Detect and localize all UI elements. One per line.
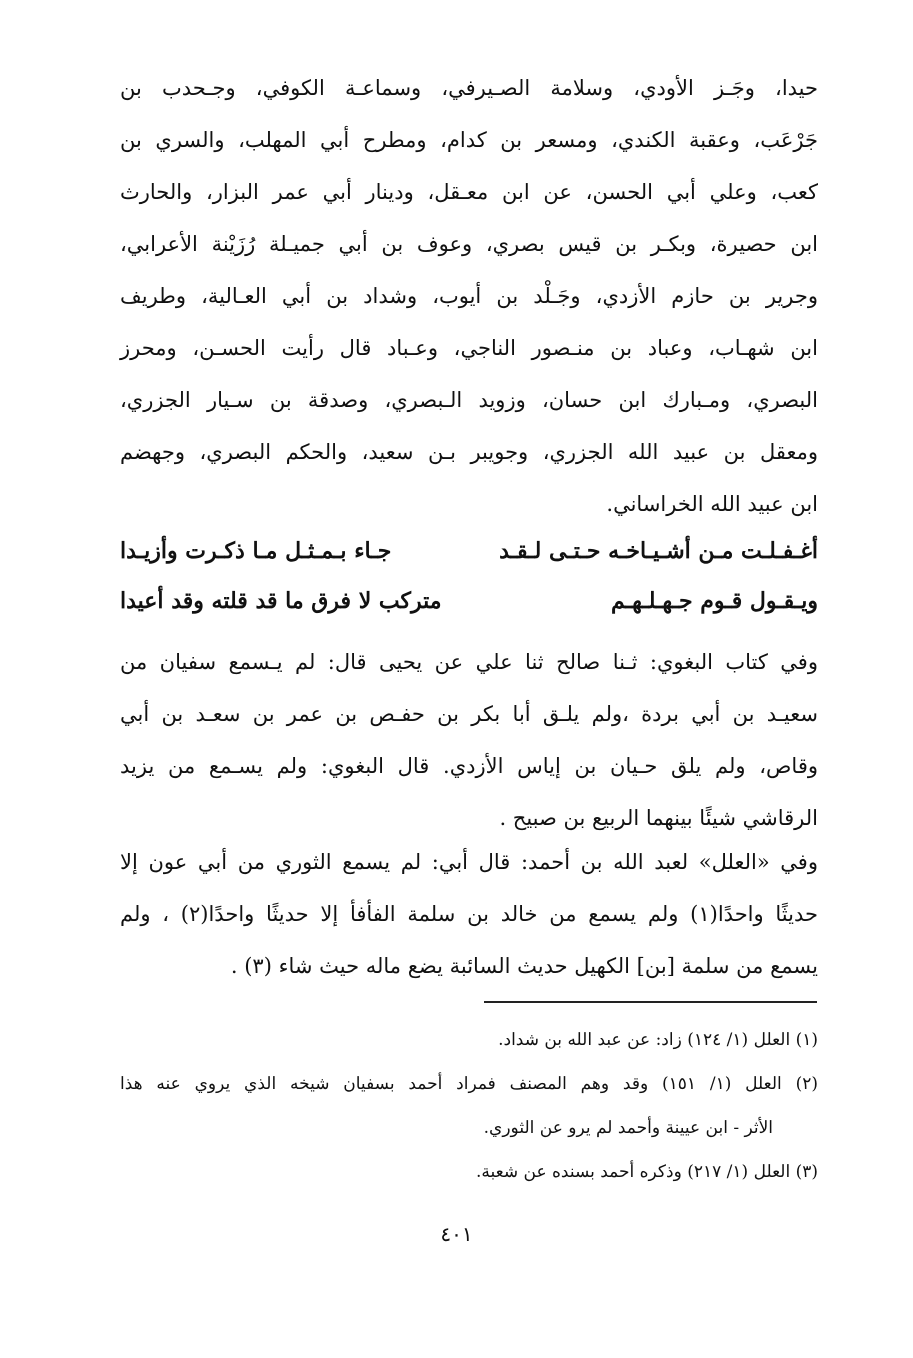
paragraph-baghawi — [120, 636, 818, 844]
footnote-1: (١) العلل (١/ ١٢٤) زاد: عن عبد الله بن شداد. — [498, 1030, 818, 1050]
text-line: يسمع من سلمة [بن] الكهيل حديث السائبة يضع ماله حيث شاء (٣) . — [230, 954, 818, 978]
footnote-separator — [484, 1001, 817, 1003]
verse-second-hemistich: متركب لا فرق ما قد قلته وقد أعيدا — [120, 588, 442, 614]
text-line: ابن عبيد الله الخراساني. — [606, 492, 818, 516]
text-line: سعيـد بن أبي بردة ،ولم يلـق أبا بكر بن حفـص بن عمر بن سعـد بن أبي — [120, 702, 818, 726]
verse-first-hemistich: ويـقـول قـوم جـهـلـهـم — [611, 588, 818, 614]
text-line: وقاص، ولم يلق حـيان بن إياس الأزدي. قال البغوي: ولم يسـمع من يزيد — [120, 754, 818, 778]
footnotes — [120, 1018, 818, 1194]
text-line: ومعقل بن عبيد الله الجزري، وجويبر بـن سعيد، والحكم البصري، وجهضم — [120, 440, 818, 464]
text-line: ابن شهـاب، وعباد بن منـصور الناجي، وعـباد قال رأيت الحسـن، ومحرز — [120, 336, 818, 360]
verse-line — [120, 576, 818, 626]
text-line: وفي «العلل» لعبد الله بن أحمد: قال أبي: لم يسمع الثوري من أبي عون إلا — [120, 850, 818, 874]
text-line: كعب، وعلي أبي الحسن، عن ابن معـقل، ودينار أبي عمر البزار، والحارث — [120, 180, 818, 204]
footnote-3: (٣) العلل (١/ ٢١٧) وذكره أحمد بسنده عن شعبة. — [476, 1162, 818, 1182]
footnote-2-continuation: الأثر - ابن عيينة وأحمد لم يرو عن الثوري. — [483, 1118, 773, 1138]
verse-second-hemistich: جـاء بـمـثـل مـا ذكـرت وأزيـدا — [120, 538, 392, 564]
text-line: جَرْعَب، وعقبة الكندي، ومسعر بن كدام، ومطرح أبي المهلب، والسري بن — [120, 128, 818, 152]
text-line: البصري، ومـبارك ابن حسان، وزويد الـبصري، وصدقة بن سـيار الجزري، — [120, 388, 818, 412]
poetry-verse — [120, 526, 818, 626]
footnote-2: (٢) العلل (١/ ١٥١) وقد وهم المصنف فمراد أحمد بسفيان شيخه الذي يروي عنه هذا — [120, 1074, 818, 1094]
text-line: وفي كتاب البغوي: ثـنا صالح ثنا علي عن يحيى قال: لم يـسمع سفيان من — [120, 650, 818, 674]
text-line: ابن حصيرة، وبكـر بن قيس بصري، وعوف بن أبي جميـلة رُزَيْنة الأعرابي، — [120, 232, 818, 256]
verse-first-hemistich: أغـفـلـت مـن أشـيـاخـه حـتـى لـقـد — [499, 538, 818, 564]
page-number: ٤٠١ — [440, 1222, 473, 1246]
paragraph-narrators-list — [120, 62, 818, 530]
text-line: الرقاشي شيئًا بينهما الربيع بن صبيح . — [499, 806, 818, 830]
text-line: وجرير بن حازم الأزدي، وجَـلْد بن أيوب، وشداد بن أبي العـالية، وطريف — [120, 284, 818, 308]
verse-line — [120, 526, 818, 576]
paragraph-ilal — [120, 836, 818, 992]
text-line: حديثًا واحدًا(١) ولم يسمع من خالد بن سلمة الفأفأ إلا حديثًا واحدًا(٢) ، ولم — [120, 902, 818, 926]
text-line: حيدا، وجَـز الأودي، وسلامة الصـيرفي، وسماعـة الكوفي، وجـحدب بن — [120, 76, 818, 100]
